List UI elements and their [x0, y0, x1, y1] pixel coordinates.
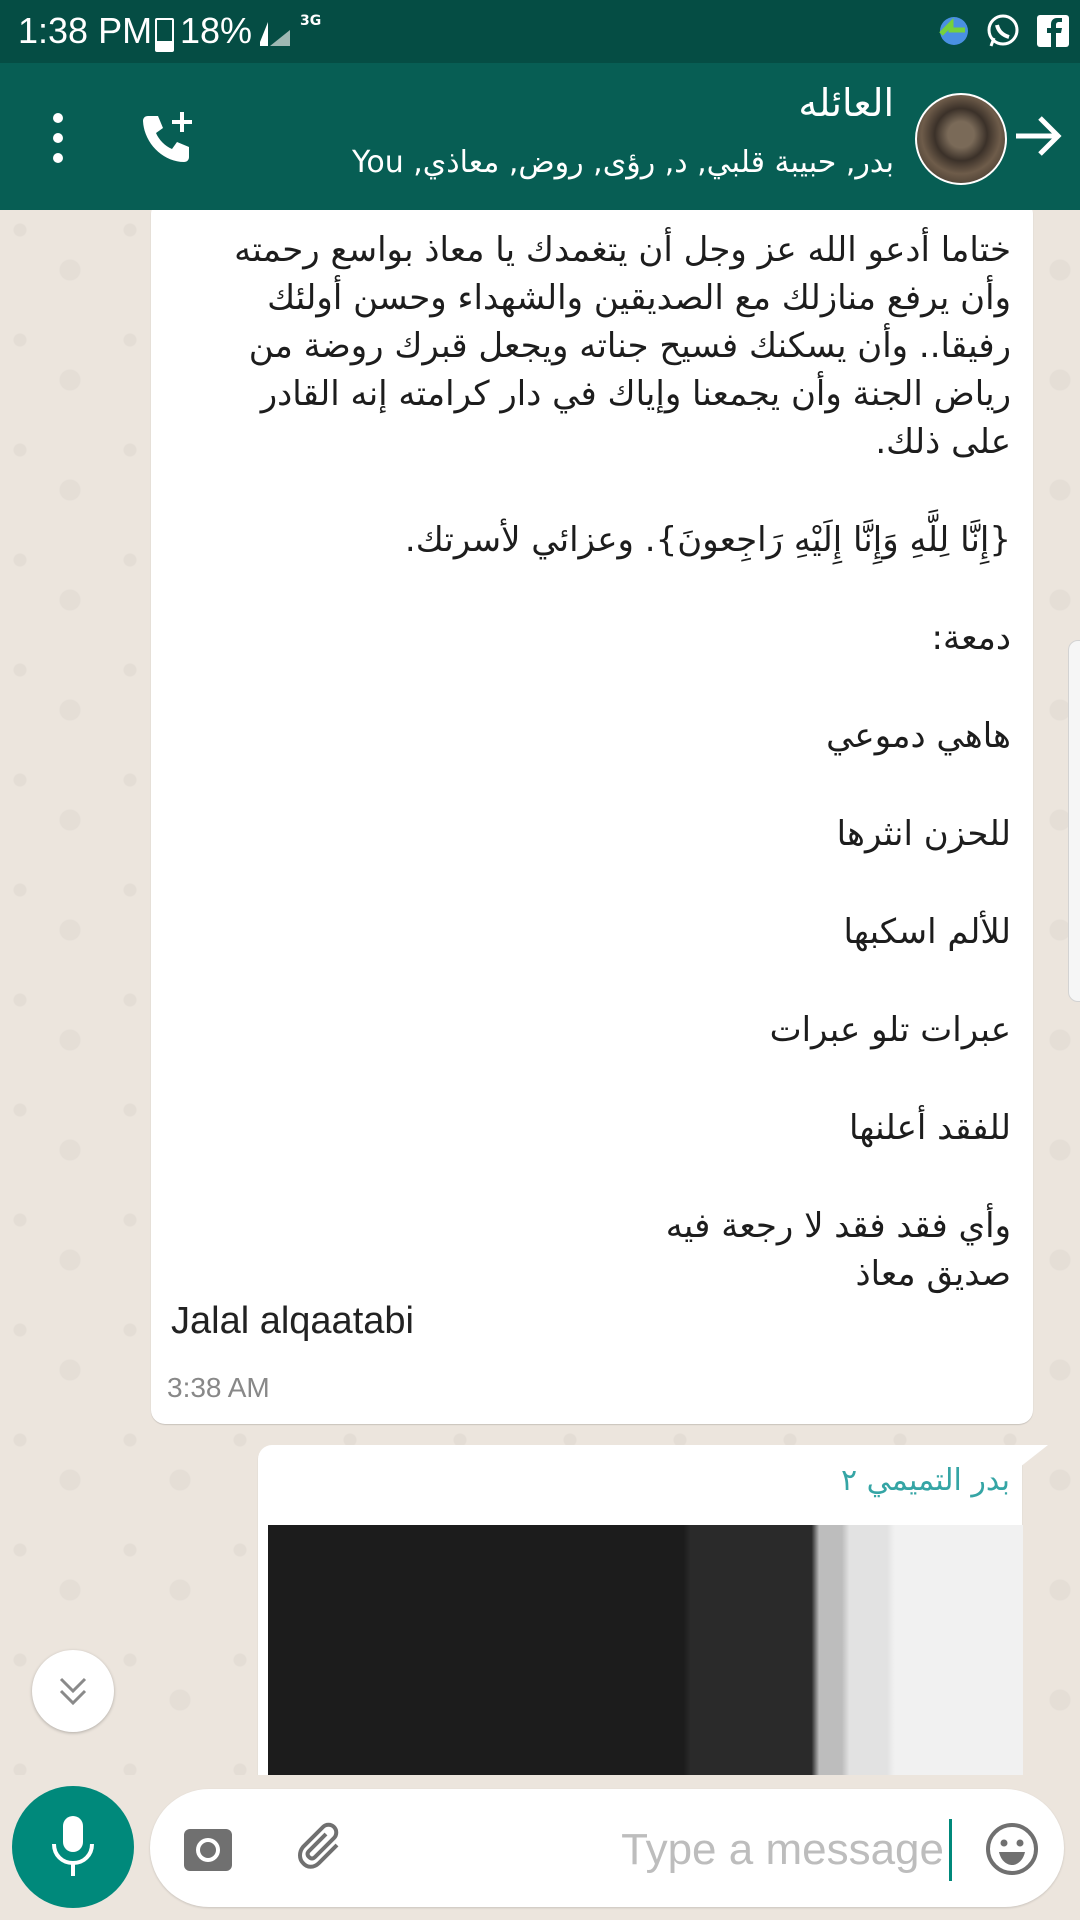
- text-cursor: [949, 1819, 952, 1881]
- attach-icon[interactable]: [293, 1819, 353, 1879]
- message-bubble-incoming[interactable]: [151, 210, 1033, 1424]
- group-avatar[interactable]: [915, 93, 1007, 185]
- camera-icon[interactable]: [180, 1821, 236, 1877]
- message-line: للألم اسكبها: [843, 912, 1011, 952]
- chat-header[interactable]: [0, 63, 1080, 210]
- double-chevron-down-icon: [53, 1671, 93, 1711]
- signal-icon: [258, 16, 292, 48]
- network-type: 3G: [300, 13, 322, 29]
- side-panel-handle[interactable]: [1068, 640, 1080, 1002]
- message-line: {إِنَّا لِلَّهِ وَإِنَّا إِلَيْهِ رَاجِعونَ}. وعزائي لأسرتك.: [404, 520, 1011, 560]
- chat-area[interactable]: [0, 210, 1080, 1775]
- message-line: عبرات تلو عبرات: [769, 1010, 1011, 1050]
- add-call-icon[interactable]: [138, 108, 202, 172]
- message-line: دمعة:: [931, 618, 1011, 658]
- message-line: صديق معاذ: [855, 1254, 1011, 1294]
- battery-level: 18%: [180, 10, 253, 51]
- status-time: 1:38 PM: [18, 10, 153, 51]
- message-line: رياض الجنة وأن يجمعنا وإياك في دار كرامته إنه القادر: [260, 374, 1011, 414]
- message-bubble-image[interactable]: [258, 1445, 1022, 1775]
- message-line: للحزن انثرها: [836, 814, 1011, 854]
- composer-bar: [0, 1775, 1080, 1920]
- message-line: وأي فقد فقد لا رجعة فيه: [665, 1206, 1011, 1246]
- message-input-container[interactable]: [150, 1789, 1064, 1907]
- sync-globe-icon: [935, 12, 973, 50]
- chat-title[interactable]: العائله: [798, 81, 894, 125]
- microphone-icon: [48, 1814, 98, 1880]
- status-bar: [0, 0, 1080, 63]
- message-line: للفقد أعلنها: [849, 1108, 1011, 1148]
- more-options-icon[interactable]: [38, 108, 78, 168]
- message-sender-name[interactable]: بدر التميمي ٢: [840, 1463, 1010, 1498]
- message-line: هاهي دموعي: [826, 716, 1011, 756]
- message-signature: Jalal alqaatabi: [171, 1300, 414, 1342]
- message-image[interactable]: [268, 1525, 1023, 1775]
- chat-participants[interactable]: بدر, حبيبة قلبي, د, رؤى, روض, معاذي, You: [352, 145, 894, 180]
- whatsapp-icon: [984, 12, 1022, 50]
- message-line: رفيقا.. وأن يسكنك فسيح جناته ويجعل قبرك روضة من: [248, 326, 1011, 366]
- message-line: ختاما أدعو الله عز وجل أن يتغمدك يا معاذ بواسع رحمته: [234, 230, 1011, 270]
- message-line: على ذلك.: [875, 422, 1011, 462]
- emoji-icon[interactable]: [984, 1821, 1040, 1877]
- facebook-icon: [1034, 12, 1072, 50]
- message-input[interactable]: Type a message: [621, 1825, 944, 1874]
- battery-icon: [155, 18, 174, 52]
- message-timestamp: 3:38 AM: [167, 1372, 270, 1403]
- back-arrow-icon[interactable]: [1010, 108, 1066, 164]
- bubble-tail: [1020, 1445, 1048, 1467]
- message-line: وأن يرفع منازلك مع الصديقين والشهداء وحسن أولئك: [267, 278, 1011, 318]
- voice-record-button[interactable]: [12, 1786, 134, 1908]
- scroll-to-bottom-button[interactable]: [32, 1650, 114, 1732]
